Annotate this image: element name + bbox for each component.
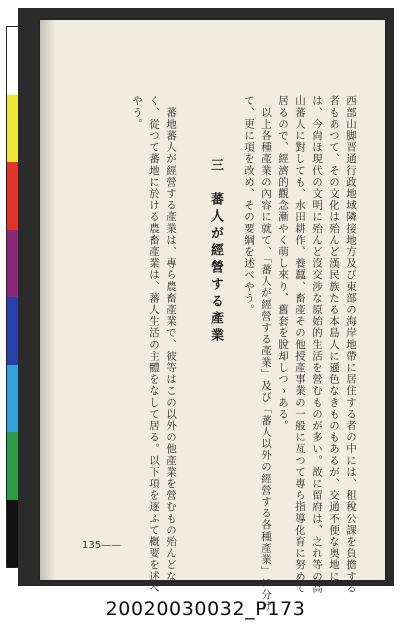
text-line: 山蕃人に對しても、水田耕作、養蠶、畜產その他授產事業の一般に亙つて專ら指導化育に努めて [294,95,306,594]
image-caption: 20020030032_P173 [105,598,306,620]
text-line: て、更に項を改め、その要綱を述べやう。 [243,95,255,316]
text-line: く、從つて蕃地に於ける農畜產業は、蕃人生活の主體をなして居る。以下項を逐ふて槪要を述べ [148,95,160,594]
text-line: 西部山脚晋通行政地域隣接地方及び東部の海岸地帶に居住する者の中には、租稅公課を負擔する [345,95,357,594]
page-number: 135—— [82,540,122,551]
text-line: 居るので、經濟的觀念漸やく萌し來り、舊套を脫却しつゝある。 [277,95,289,432]
text-line: やう。 [131,95,143,130]
section-heading: 三 蕃人が經營する產業 [208,158,223,345]
text-line: 者もあつて、その文化は殆んど漢民族たる本島人に遜色なきものもあるが、交通不便な奥地に [328,95,340,583]
page-binding-shadow [40,20,56,580]
text-line: 蕃地蕃人が經營する產業は、專ら農畜產業で、彼等はこの以外の他產業を營むもの殆んどな [165,95,177,583]
text-line: 以上各種產業の內容に就て、「蕃人が經營する產業」及び「蕃人以外の經營する各種產業」に分け [260,95,272,612]
text-line: は、今尙ほ現代の文明に殆んど沒交涉な原始的生活を營むものが多い。故に留府は、之れ等の高 [311,95,323,594]
